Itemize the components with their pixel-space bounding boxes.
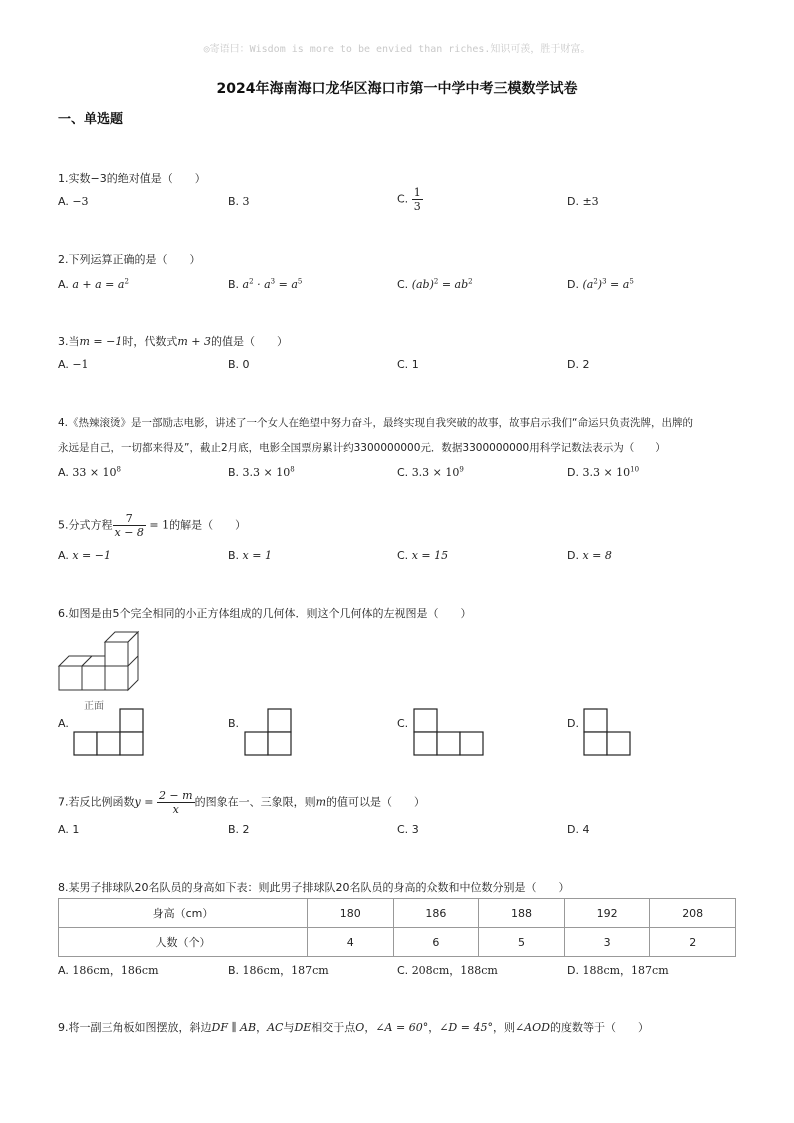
q3-option-a[interactable]: A. −1 <box>58 358 89 371</box>
question-8-stem: 8.某男子排球队20名队员的身高如下表：则此男子排球队20名队员的身高的众数和中位数分别是（ ） <box>58 881 570 894</box>
q6-option-b-figure[interactable] <box>243 708 293 758</box>
question-7-stem: 7.若反比例函数y = $\frac{2 - m}{x}$ 的图象在一、三象限，则m的值可以是（ ） <box>58 789 426 816</box>
q1-option-c[interactable]: C. $\frac{1}{3}$ <box>397 186 421 213</box>
q6-option-a[interactable]: A. <box>58 717 69 730</box>
q7-option-d[interactable]: D. 4 <box>567 823 590 836</box>
q5-option-b[interactable]: B. x = 1 <box>228 549 272 562</box>
table-cell: 4 <box>308 928 394 957</box>
q6-option-c-figure[interactable] <box>412 708 485 758</box>
table-cell: 3 <box>564 928 650 957</box>
question-2-stem: 2.下列运算正确的是（ ） <box>58 253 201 266</box>
q6-option-a-figure[interactable] <box>72 708 145 758</box>
q3-option-b[interactable]: B. 0 <box>228 358 250 371</box>
section-heading: 一、单选题 <box>58 112 124 127</box>
height-table <box>58 898 736 957</box>
q8-option-a[interactable]: A. 186cm，186cm <box>58 964 159 977</box>
table-cell: 6 <box>393 928 479 957</box>
table-cell: 188 <box>479 899 565 928</box>
q7-option-c[interactable]: C. 3 <box>397 823 419 836</box>
q6-option-b[interactable]: B. <box>228 717 240 730</box>
q6-option-d[interactable]: D. <box>567 717 579 730</box>
question-6-stem: 6.如图是由5个完全相同的小正方体组成的几何体．则这个几何体的左视图是（ ） <box>58 607 472 620</box>
q4-option-c[interactable]: C. $3.3 \times 10^9$ <box>397 465 464 479</box>
cube-solid-figure <box>55 622 155 694</box>
table-cell: 186 <box>393 899 479 928</box>
table-cell: 2 <box>650 928 736 957</box>
q4-option-d[interactable]: D. $3.3 \times 10^{10}$ <box>567 465 640 479</box>
question-1-stem: 1.实数−3的绝对值是（ ） <box>58 172 206 185</box>
table-row <box>59 928 736 957</box>
q7-option-b[interactable]: B. 2 <box>228 823 250 836</box>
table-cell: 人数（个） <box>59 928 308 957</box>
question-3-stem: 3.当m = −1时，代数式m + 3的值是（ ） <box>58 335 288 348</box>
q1-option-b[interactable]: B. 3 <box>228 195 250 208</box>
q1-option-d[interactable]: D. ±3 <box>567 195 599 208</box>
question-4-stem-line2: 永远是自己，一切都来得及”，截止2月底，电影全国票房累计约3300000000元．数据3300000000用科学记数法表示为（ ） <box>58 442 666 454</box>
q5-option-d[interactable]: D. x = 8 <box>567 549 612 562</box>
q3-option-c[interactable]: C. 1 <box>397 358 419 371</box>
q2-option-d[interactable]: D. $(a^2)^3 = a^5$ <box>567 277 634 291</box>
table-cell: 208 <box>650 899 736 928</box>
motto-header: ◎寄语曰：Wisdom is more to be envied than riches.知识可羡，胜于财富。 <box>203 44 591 55</box>
q3-option-d[interactable]: D. 2 <box>567 358 590 371</box>
q4-option-a[interactable]: A. $33 \times 10^8$ <box>58 465 122 479</box>
table-cell: 192 <box>564 899 650 928</box>
q1-option-a[interactable]: A. −3 <box>58 195 89 208</box>
front-label: 正面 <box>84 701 104 712</box>
q2-option-b[interactable]: B. $a^2 \cdot a^3 = a^5$ <box>228 277 303 291</box>
question-5-stem: 5.分式方程 $\frac{7}{x - 8}$ = 1的解是（ ） <box>58 512 247 539</box>
q4-option-b[interactable]: B. $3.3 \times 10^8$ <box>228 465 295 479</box>
table-cell: 180 <box>308 899 394 928</box>
q2-option-a[interactable]: A. $a + a = a^2$ <box>58 277 129 291</box>
q8-option-b[interactable]: B. 186cm，187cm <box>228 964 329 977</box>
table-cell: 身高（cm） <box>59 899 308 928</box>
q5-option-c[interactable]: C. x = 15 <box>397 549 449 562</box>
q6-option-c[interactable]: C. <box>397 717 409 730</box>
q5-option-a[interactable]: A. x = −1 <box>58 549 111 562</box>
q8-option-d[interactable]: D. 188cm，187cm <box>567 964 669 977</box>
q7-option-a[interactable]: A. 1 <box>58 823 80 836</box>
exam-title: 2024年海南海口龙华区海口市第一中学中考三模数学试卷 <box>216 81 578 97</box>
question-9-stem: 9.将一副三角板如图摆放，斜边DF ∥ AB，AC与DE相交于点O，∠A = 60°，∠D = 45°，则∠AOD的度数等于（ ） <box>58 1021 649 1034</box>
q2-option-c[interactable]: C. $(ab)^2 = ab^2$ <box>397 277 473 291</box>
table-row <box>59 899 736 928</box>
q8-option-c[interactable]: C. 208cm，188cm <box>397 964 498 977</box>
q6-option-d-figure[interactable] <box>582 708 632 758</box>
table-cell: 5 <box>479 928 565 957</box>
question-4-stem-line1: 4.《热辣滚烫》是一部励志电影，讲述了一个女人在绝望中努力奋斗，最终实现自我突破的故事，故事启示我们“命运只负责洗牌，出牌的 <box>58 417 693 429</box>
